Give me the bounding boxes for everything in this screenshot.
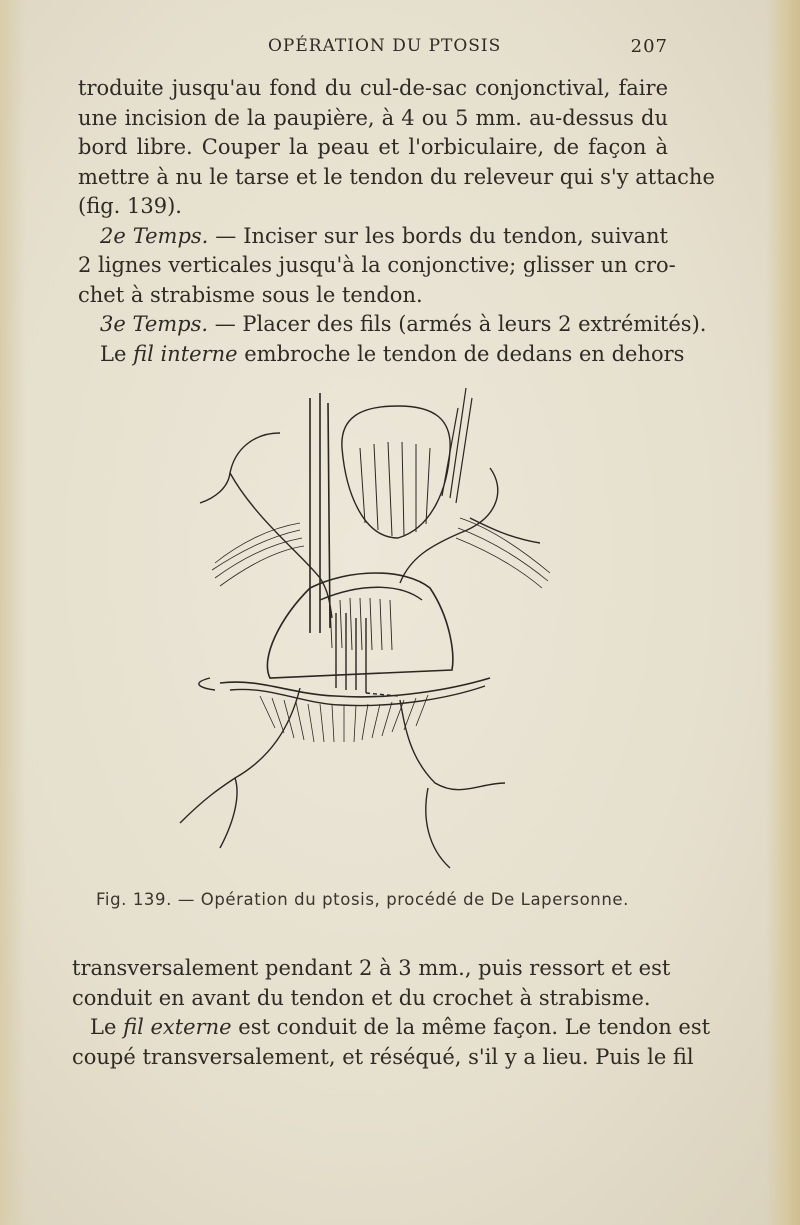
suture-lower-right-2 — [426, 788, 450, 868]
text-line — [72, 1013, 711, 1043]
paragraph-2 — [78, 222, 676, 311]
text-fragment: — Placer des fils (armés à leurs 2 extrémités). — [208, 312, 707, 336]
text-line: troduite jusqu'au fond du cul-de-sac conjonctival, faire — [78, 76, 668, 100]
text-line — [78, 310, 707, 340]
text-line: mettre à nu le tarse et le tendon du releveur qui s'y attache — [78, 164, 715, 189]
paragraph-1 — [78, 74, 715, 222]
suture-lower-left — [180, 688, 300, 823]
surgical-illustration — [160, 378, 580, 883]
running-title: OPÉRATION DU PTOSIS — [268, 36, 502, 56]
text-line: 2 lignes verticales jusqu'à la conjonctive; glisser un cro- — [78, 253, 676, 277]
suture-upper-left — [200, 433, 280, 503]
lower-lid-margin — [220, 678, 490, 697]
tendon-striations — [330, 598, 392, 650]
text-fragment: Le — [90, 1015, 124, 1039]
text-line — [78, 222, 668, 252]
flap-hatching — [360, 442, 430, 536]
retractor-right — [442, 388, 472, 503]
figure-caption: Fig. 139. — Opération du ptosis, procédé de De Lapersonne. — [96, 890, 629, 909]
text-line: une incision de la paupière, à 4 ou 5 mm. au-dessus du — [78, 105, 668, 130]
text-line: conduit en avant du tendon et du crochet à strabisme. — [72, 985, 651, 1010]
emphasis: fil interne — [133, 341, 238, 366]
suture-inner-loop — [230, 473, 332, 618]
lid-corner — [199, 678, 215, 690]
text-line: coupé transversalement, et réséqué, s'il y a lieu. Puis le fil — [72, 1044, 694, 1069]
text-block-top — [78, 74, 715, 369]
lower-lashes — [260, 695, 428, 742]
paragraph-4 — [72, 954, 671, 1013]
suture-lower-left-2 — [220, 778, 237, 848]
tarsus-inner-edge — [320, 587, 422, 600]
suture-lower-right — [400, 700, 505, 790]
text-fragment: est conduit de la même façon. Le tendon est — [231, 1015, 711, 1039]
upper-lashes — [212, 518, 550, 588]
text-fragment: — Inciser sur les bords du tendon, suivant — [208, 223, 669, 248]
step-label: 3e Temps. — [100, 312, 209, 336]
text-line: bord libre. Couper la peau et l'orbiculaire, de façon à — [78, 135, 668, 159]
text-fragment: embroche le tendon de dedans en dehors — [237, 341, 685, 366]
text-line: chet à strabisme sous le tendon. — [78, 282, 423, 307]
paragraph-5 — [72, 1013, 711, 1072]
text-line — [78, 340, 685, 370]
suture-upper-right — [400, 468, 498, 583]
text-line: (fig. 139). — [78, 194, 182, 218]
emphasis: fil externe — [123, 1015, 232, 1039]
page-edge-right — [766, 0, 800, 1225]
text-line: transversalement pendant 2 à 3 mm., puis ressort et est — [72, 956, 671, 980]
text-fragment: Le — [100, 341, 134, 366]
step-label: 2e Temps. — [100, 223, 209, 248]
paragraph-3 — [78, 310, 707, 369]
page-shadow-left — [0, 0, 26, 1225]
retracted-flap — [342, 406, 450, 538]
page-header — [78, 36, 668, 60]
page-number: 207 — [630, 36, 668, 57]
text-block-bottom — [72, 954, 711, 1072]
